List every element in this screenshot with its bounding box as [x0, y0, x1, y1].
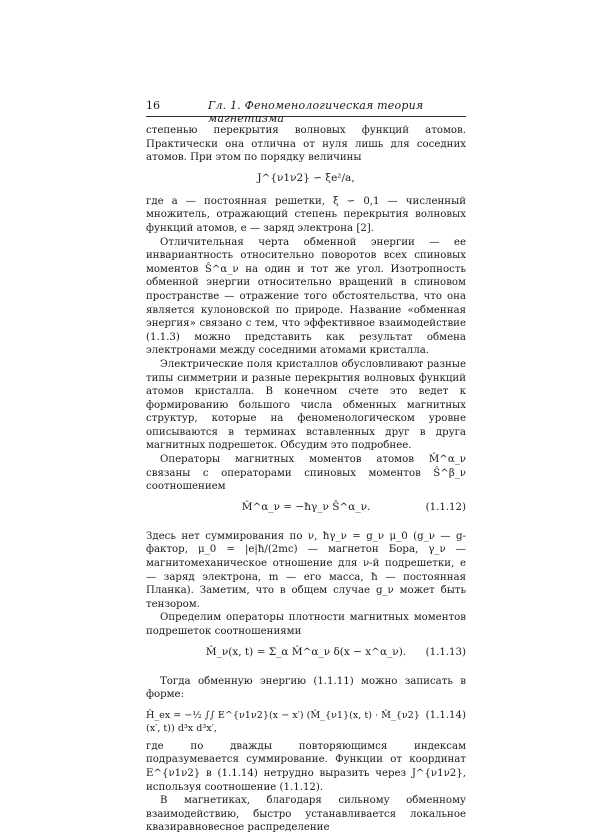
- paragraph: В магнетиках, благодаря сильному обменному взаимодействию, быстро устанавливается локальное квазиравновесное распределение: [146, 795, 466, 834]
- page-number: 16: [146, 99, 160, 112]
- paragraph: где по дважды повторяющимся индексам подразумевается суммирование. Функции от координат E^{ν1ν2} в (1.1.14) нетрудно выразить через J^{ν1ν2}, используя соотношение (1.1.12).: [146, 740, 466, 793]
- paragraph: степенью перекрытия волновых функций атомов. Практически она отлична от нуля лишь для соседних атомов. При этом по порядку величины: [146, 125, 466, 164]
- paragraph: Электрические поля кристаллов обусловливают разные типы симметрии и разные перекрытия волновых функций атомов кристалла. В конечном счете это ведет к формированию большого числа обменных магнитных структур, которые на феноменологическом уровне описываются в терминах вставленных друг в друга магнитных подрешеток. Обсудим это подробнее.: [146, 358, 466, 452]
- paragraph: Отличительная черта обменной энергии — ее инвариантность относительно поворотов всех спиновых моментов Ŝ^α_ν на один и тот же угол. Изотропность обменной энергии относительно вращений в спиновом пространстве — отражение того обстоятельства, что она является кулоновской по природе. Название «обменная энергия» связано с тем, что эффективное взаимодействие (1.1.3) можно представить как результат обмена электронами между соседними атомами кристалла.: [146, 236, 466, 357]
- paragraph: Тогда обменную энергию (1.1.11) можно записать в форме:: [146, 675, 466, 701]
- equation-formula: M̂^α_ν = −ħγ_ν Ŝ^α_ν.: [241, 500, 371, 513]
- equation-formula: J^{ν1ν2} ∽ ξe²/a,: [257, 171, 355, 184]
- paragraph: Здесь нет суммирования по ν, ħγ_ν = g_ν μ_0 (g_ν — g-фактор, μ_0 = |e|ħ/(2mc) — магнетон Бора, γ_ν — магнитомеханическое отношение для ν-й подрешетки, e — заряд электрона, m — его масса, ħ — постоянная Планка). Заметим, что в общем случае g_ν может быть тензором.: [146, 530, 466, 610]
- running-header: [146, 98, 466, 125]
- equation: [146, 168, 466, 192]
- equation-formula: Ĥ_ex = −½ ∫∫ E^{ν1ν2}(x − x′) (M̂_{ν1}(x, t) · M̂_{ν2}(x′, t)) d³x d³x′,: [146, 709, 420, 735]
- equation-number: (1.1.12): [425, 501, 466, 513]
- equation: [146, 705, 466, 737]
- paragraph: Операторы магнитных моментов атомов M̂^α_ν связаны с операторами спиновых моментов Ŝ^β_ν соотношением: [146, 454, 466, 493]
- equation-number: (1.1.13): [425, 646, 466, 658]
- main-text: [146, 124, 466, 835]
- paragraph: Определим операторы плотности магнитных моментов подрешеток соотношениями: [146, 612, 466, 637]
- paragraph: где a — постоянная решетки, ξ ∽ 0,1 — численный множитель, отражающий степень перекрытия волновых функций атомов, e — заряд электрона [2].: [146, 195, 466, 234]
- equation-number: (1.1.14): [425, 709, 466, 721]
- equation: [146, 642, 466, 672]
- equation-formula: M̂_ν(x, t) = Σ_α M̂^α_ν δ(x − x^α_ν).: [205, 645, 407, 658]
- running-title: Гл. 1. Феноменологическая теория магнетизма: [208, 99, 424, 125]
- equation: [146, 497, 466, 527]
